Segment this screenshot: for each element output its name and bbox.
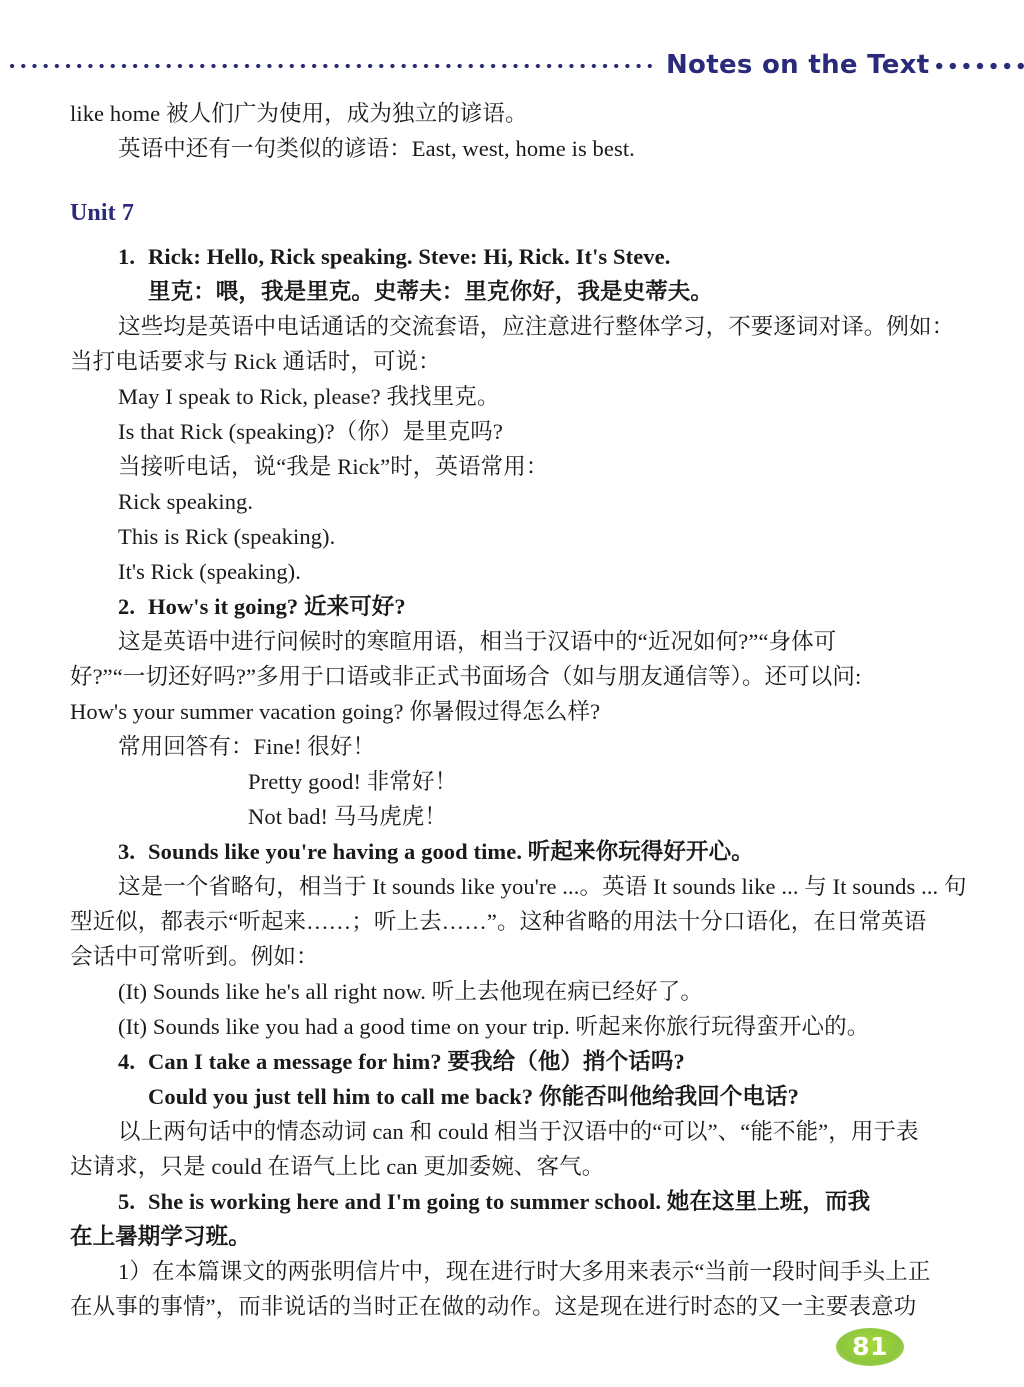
note-body-line: 达请求，只是 could 在语气上比 can 更加委婉、客气。 (70, 1154, 605, 1179)
note-example-line: It's Rick (speaking). (118, 559, 301, 584)
note-headword: Can I take a message for him? 要我给（他）捎个话吗? (148, 1049, 685, 1074)
page-number: 81 (852, 1331, 888, 1361)
page-number-badge (836, 1328, 904, 1366)
note-item-heading (0, 589, 1024, 624)
note-body-line: 会话中可常听到。例如： (70, 944, 319, 969)
note-number: 3. (118, 839, 136, 864)
spacer (0, 166, 1024, 196)
page-title: Notes on the Text (666, 50, 930, 80)
note-number: 1. (118, 244, 136, 269)
unit-heading: Unit 7 (70, 200, 134, 226)
note-body-line: How's your summer vacation going? 你暑假过得怎么样? (70, 699, 601, 724)
note-headword: How's it going? 近来可好? (148, 594, 406, 619)
header-dotted-rule-right (936, 53, 1024, 79)
note-example-line: May I speak to Rick, please? 我找里克。 (118, 384, 500, 409)
note-body-line: 1）在本篇课文的两张明信片中，现在进行时大多用来表示“当前一段时间手头上正 (118, 1259, 931, 1284)
note-example-line: This is Rick (speaking). (118, 524, 336, 549)
note-answers-intro: 常用回答有：Fine! 很好！ (118, 734, 376, 759)
note-headword-zh: 里克：喂，我是里克。史蒂夫：里克你好，我是史蒂夫。 (148, 279, 714, 304)
note-body-line: 这是英语中进行问候时的寒暄用语，相当于汉语中的“近况如何?”“身体可 (118, 629, 837, 654)
note-body-line: 当打电话要求与 Rick 通话时，可说： (70, 349, 441, 374)
carryover-line-2: 英语中还有一句类似的谚语：East, west, home is best. (118, 136, 635, 161)
note-body-line: 这些均是英语中电话通话的交流套语，应注意进行整体学习，不要逐词对译。例如： (118, 314, 955, 339)
note-headword: She is working here and I'm going to summer school. 她在这里上班，而我 (148, 1189, 871, 1214)
spacer (0, 231, 1024, 239)
note-answer-line: Pretty good! 非常好！ (248, 769, 458, 794)
note-item-heading (0, 1184, 1024, 1219)
note-example-line: 当接听电话，说“我是 Rick”时，英语常用： (118, 454, 549, 479)
note-item-heading (0, 1044, 1024, 1079)
note-example-line: Is that Rick (speaking)?（你）是里克吗? (118, 419, 503, 444)
note-headword-continuation: 在上暑期学习班。 (70, 1224, 251, 1249)
note-headword: Sounds like you're having a good time. 听起来你玩得好开心。 (148, 839, 754, 864)
note-number: 5. (118, 1189, 136, 1214)
note-item-heading (0, 834, 1024, 869)
note-headword-en: Rick: Hello, Rick speaking. Steve: Hi, Rick. It's Steve. (148, 244, 671, 269)
header-dotted-rule-left (10, 54, 658, 78)
running-head (0, 44, 1024, 88)
note-number: 4. (118, 1049, 136, 1074)
note-body-line: 在从事的事情”，而非说话的当时正在做的动作。这是现在进行时态的又一主要表意功 (70, 1294, 917, 1319)
page-body (0, 96, 1024, 1324)
note-number: 2. (118, 594, 136, 619)
note-answer-line: Not bad! 马马虎虎！ (248, 804, 447, 829)
note-example-line: (It) Sounds like you had a good time on your trip. 听起来你旅行玩得蛮开心的。 (118, 1014, 870, 1039)
note-example-line: Rick speaking. (118, 489, 254, 514)
note-headword-secondary: Could you just tell him to call me back? 你能否叫他给我回个电话? (148, 1084, 799, 1109)
note-body-line: 型近似，都表示“听起来……；听上去……”。这种省略的用法十分口语化，在日常英语 (70, 909, 927, 934)
carryover-line-1: like home 被人们广为使用，成为独立的谚语。 (70, 101, 528, 126)
note-example-line: (It) Sounds like he's all right now. 听上去他现在病已经好了。 (118, 979, 703, 1004)
note-body-line: 以上两句话中的情态动词 can 和 could 相当于汉语中的“可以”、“能不能”，用于表 (118, 1119, 919, 1144)
note-body-line: 这是一个省略句，相当于 It sounds like you're ...。英语 It sounds like ... 与 It sounds ... 句 (118, 874, 967, 899)
note-item-heading (0, 239, 1024, 274)
note-body-line: 好?”“一切还好吗?”多用于口语或非正式书面场合（如与朋友通信等）。还可以问: (70, 664, 862, 689)
